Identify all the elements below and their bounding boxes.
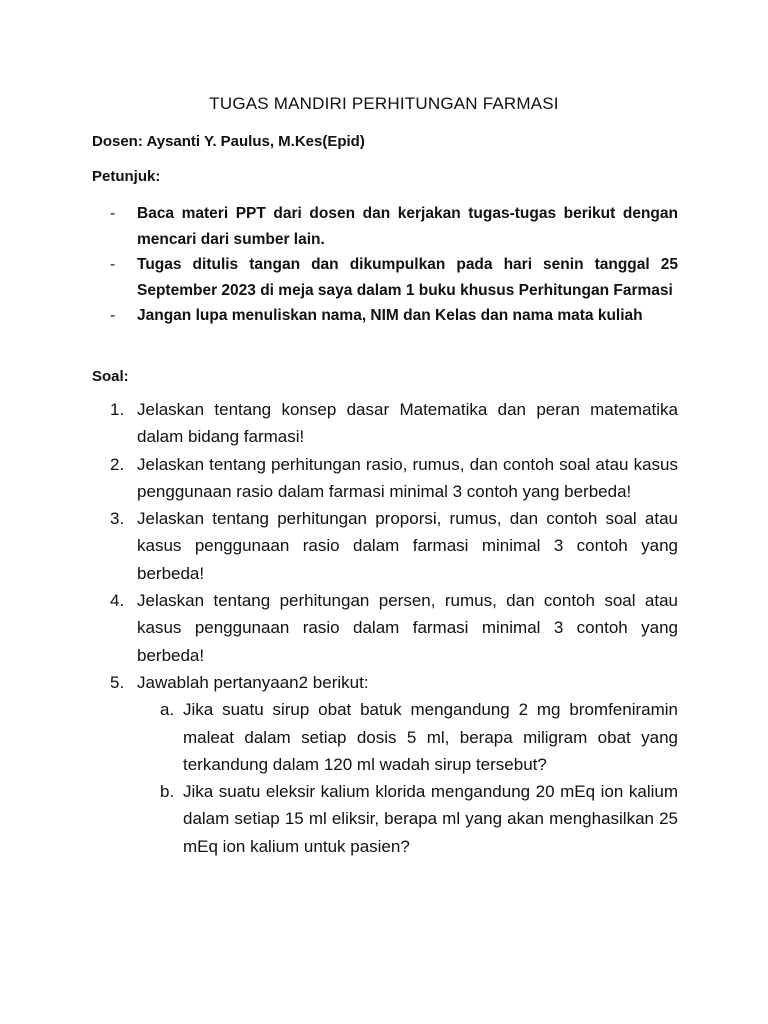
instructions-heading: Petunjuk:: [92, 168, 161, 185]
question-item: [110, 669, 678, 860]
instruction-item: [110, 303, 678, 329]
question-text: Jelaskan tentang perhitungan persen, rumus, dan contoh soal atau kasus penggunaan rasio dalam farmasi minimal 3 contoh yang berbeda!: [137, 591, 678, 665]
instruction-text: Jangan lupa menuliskan nama, NIM dan Kelas dan nama mata kuliah: [137, 307, 643, 324]
question-item: [110, 451, 678, 506]
instruction-text: Baca materi PPT dari dosen dan kerjakan tugas-tugas berikut dengan mencari dari sumber lain.: [137, 205, 678, 248]
sub-question-text: Jika suatu sirup obat batuk mengandung 2 mg bromfeniramin maleat dalam setiap dosis 5 ml, berapa miligram obat yang terkandung dalam 120 ml wadah sirup tersebut?: [183, 700, 678, 774]
instructions-list: [110, 201, 678, 329]
question-text: Jawablah pertanyaan2 berikut:: [137, 672, 369, 692]
question-item: [110, 396, 678, 451]
question-item: [110, 505, 678, 587]
question-text: Jelaskan tentang konsep dasar Matematika dan peran matematika dalam bidang farmasi!: [137, 400, 678, 447]
questions-heading: Soal:: [92, 368, 129, 385]
bullet-dash: -: [110, 307, 116, 324]
question-text: Jelaskan tentang perhitungan rasio, rumus, dan contoh soal atau kasus penggunaan rasio dalam farmasi minimal 3 contoh yang berbeda!: [137, 454, 678, 501]
instruction-text: Tugas ditulis tangan dan dikumpulkan pada hari senin tanggal 25 September 2023 di meja saya dalam 1 buku khusus Perhitungan Farmasi: [137, 256, 678, 299]
sub-question-letter: a.: [160, 700, 175, 720]
question-number: 1.: [110, 400, 125, 419]
question-number: 4.: [110, 591, 125, 611]
sub-question-text: Jika suatu eleksir kalium klorida mengandung 20 mEq ion kalium dalam setiap 15 ml eliksir, berapa ml yang akan menghasilkan 25 mEq ion kalium untuk pasien?: [183, 782, 678, 856]
question-item: [110, 587, 678, 669]
bullet-dash: -: [110, 205, 116, 222]
lecturer-line: Dosen: Aysanti Y. Paulus, M.Kes(Epid): [92, 133, 365, 150]
instruction-item: [110, 201, 678, 252]
sub-question-letter: b.: [160, 782, 175, 802]
sub-question-item: [160, 778, 678, 860]
sub-question-item: [160, 696, 678, 778]
question-number: 3.: [110, 509, 125, 529]
question-number: 2.: [110, 454, 125, 474]
questions-list: [110, 396, 678, 860]
question-text: Jelaskan tentang perhitungan proporsi, rumus, dan contoh soal atau kasus penggunaan rasio dalam farmasi minimal 3 contoh yang berbeda!: [137, 509, 678, 583]
sub-questions-list: [160, 696, 678, 860]
instruction-item: [110, 252, 678, 303]
bullet-dash: -: [110, 256, 116, 273]
document-title: TUGAS MANDIRI PERHITUNGAN FARMASI: [209, 94, 559, 113]
question-number: 5.: [110, 672, 125, 692]
